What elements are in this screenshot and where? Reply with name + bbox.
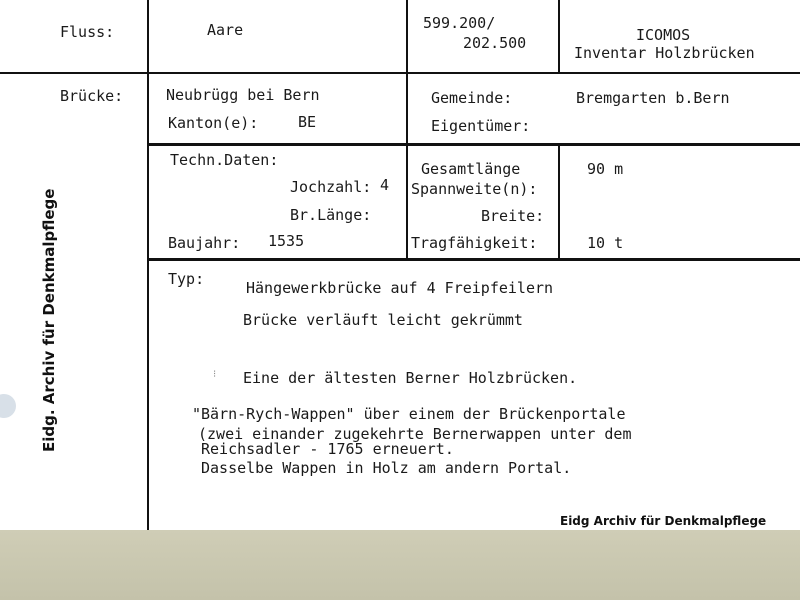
typ-line-2: Brücke verläuft leicht gekrümmt bbox=[243, 311, 523, 329]
tech-title: Techn.Daten: bbox=[170, 151, 279, 169]
punch-hole bbox=[0, 394, 16, 418]
divider-bridge-row-bottom bbox=[147, 143, 800, 146]
divider-left-column bbox=[147, 0, 149, 530]
coordinate-line-2: 202.500 bbox=[463, 34, 527, 52]
org-inventory: Inventar Holzbrücken bbox=[574, 44, 755, 62]
typ-line-1: Hängewerkbrücke auf 4 Freipfeilern bbox=[246, 279, 554, 297]
archive-watermark: Eidg Archiv für Denkmalpflege bbox=[560, 514, 767, 528]
breite-label: Breite: bbox=[481, 207, 545, 225]
baujahr-value: 1535 bbox=[268, 232, 305, 250]
jochzahl-value: 4 bbox=[380, 176, 390, 194]
gesamtlaenge-label: Gesamtlänge bbox=[421, 160, 521, 178]
jochzahl-label: Jochzahl: bbox=[290, 178, 372, 196]
typ-label: Typ: bbox=[168, 270, 205, 288]
bruecke-value: Neubrügg bei Bern bbox=[166, 86, 320, 104]
remark-line-4: Reichsadler - 1765 erneuert. bbox=[201, 440, 454, 458]
brlaenge-label: Br.Länge: bbox=[290, 206, 372, 224]
remark-line-3: (zwei einander zugekehrte Bernerwappen unter dem bbox=[198, 425, 632, 443]
divider-right-column-mid bbox=[558, 146, 560, 260]
tragfaehigkeit-label: Tragfähigkeit: bbox=[411, 234, 538, 252]
fluss-label: Fluss: bbox=[60, 23, 115, 41]
remark-line-2: "Bärn-Rych-Wappen" über einem der Brückenportale bbox=[192, 405, 626, 423]
divider-tech-row-bottom bbox=[147, 258, 800, 261]
gemeinde-value: Bremgarten b.Bern bbox=[576, 89, 730, 107]
org-name: ICOMOS bbox=[636, 26, 691, 44]
kanton-label: Kanton(e): bbox=[168, 114, 259, 132]
tick-mark: ⁝ bbox=[213, 369, 217, 380]
divider-right-column-top bbox=[558, 0, 560, 72]
remark-line-5: Dasselbe Wappen in Holz am andern Portal. bbox=[201, 459, 572, 477]
remark-line-1: Eine der ältesten Berner Holzbrücken. bbox=[243, 369, 578, 387]
gesamtlaenge-value: 90 m bbox=[587, 160, 624, 178]
coordinate-line-1: 599.200/ bbox=[423, 14, 496, 32]
bruecke-label: Brücke: bbox=[60, 87, 124, 105]
spannweite-label: Spannweite(n): bbox=[411, 180, 538, 198]
background-strip bbox=[0, 530, 800, 600]
divider-top-row-bottom bbox=[0, 72, 800, 74]
baujahr-label: Baujahr: bbox=[168, 234, 241, 252]
archive-side-label: Eidg. Archiv für Denkmalpflege bbox=[40, 188, 58, 452]
kanton-value: BE bbox=[298, 113, 317, 131]
eigentuemer-label: Eigentümer: bbox=[431, 117, 531, 135]
fluss-value: Aare bbox=[207, 21, 244, 39]
tragfaehigkeit-value: 10 t bbox=[587, 234, 624, 252]
divider-mid-column bbox=[406, 0, 408, 260]
gemeinde-label: Gemeinde: bbox=[431, 89, 513, 107]
